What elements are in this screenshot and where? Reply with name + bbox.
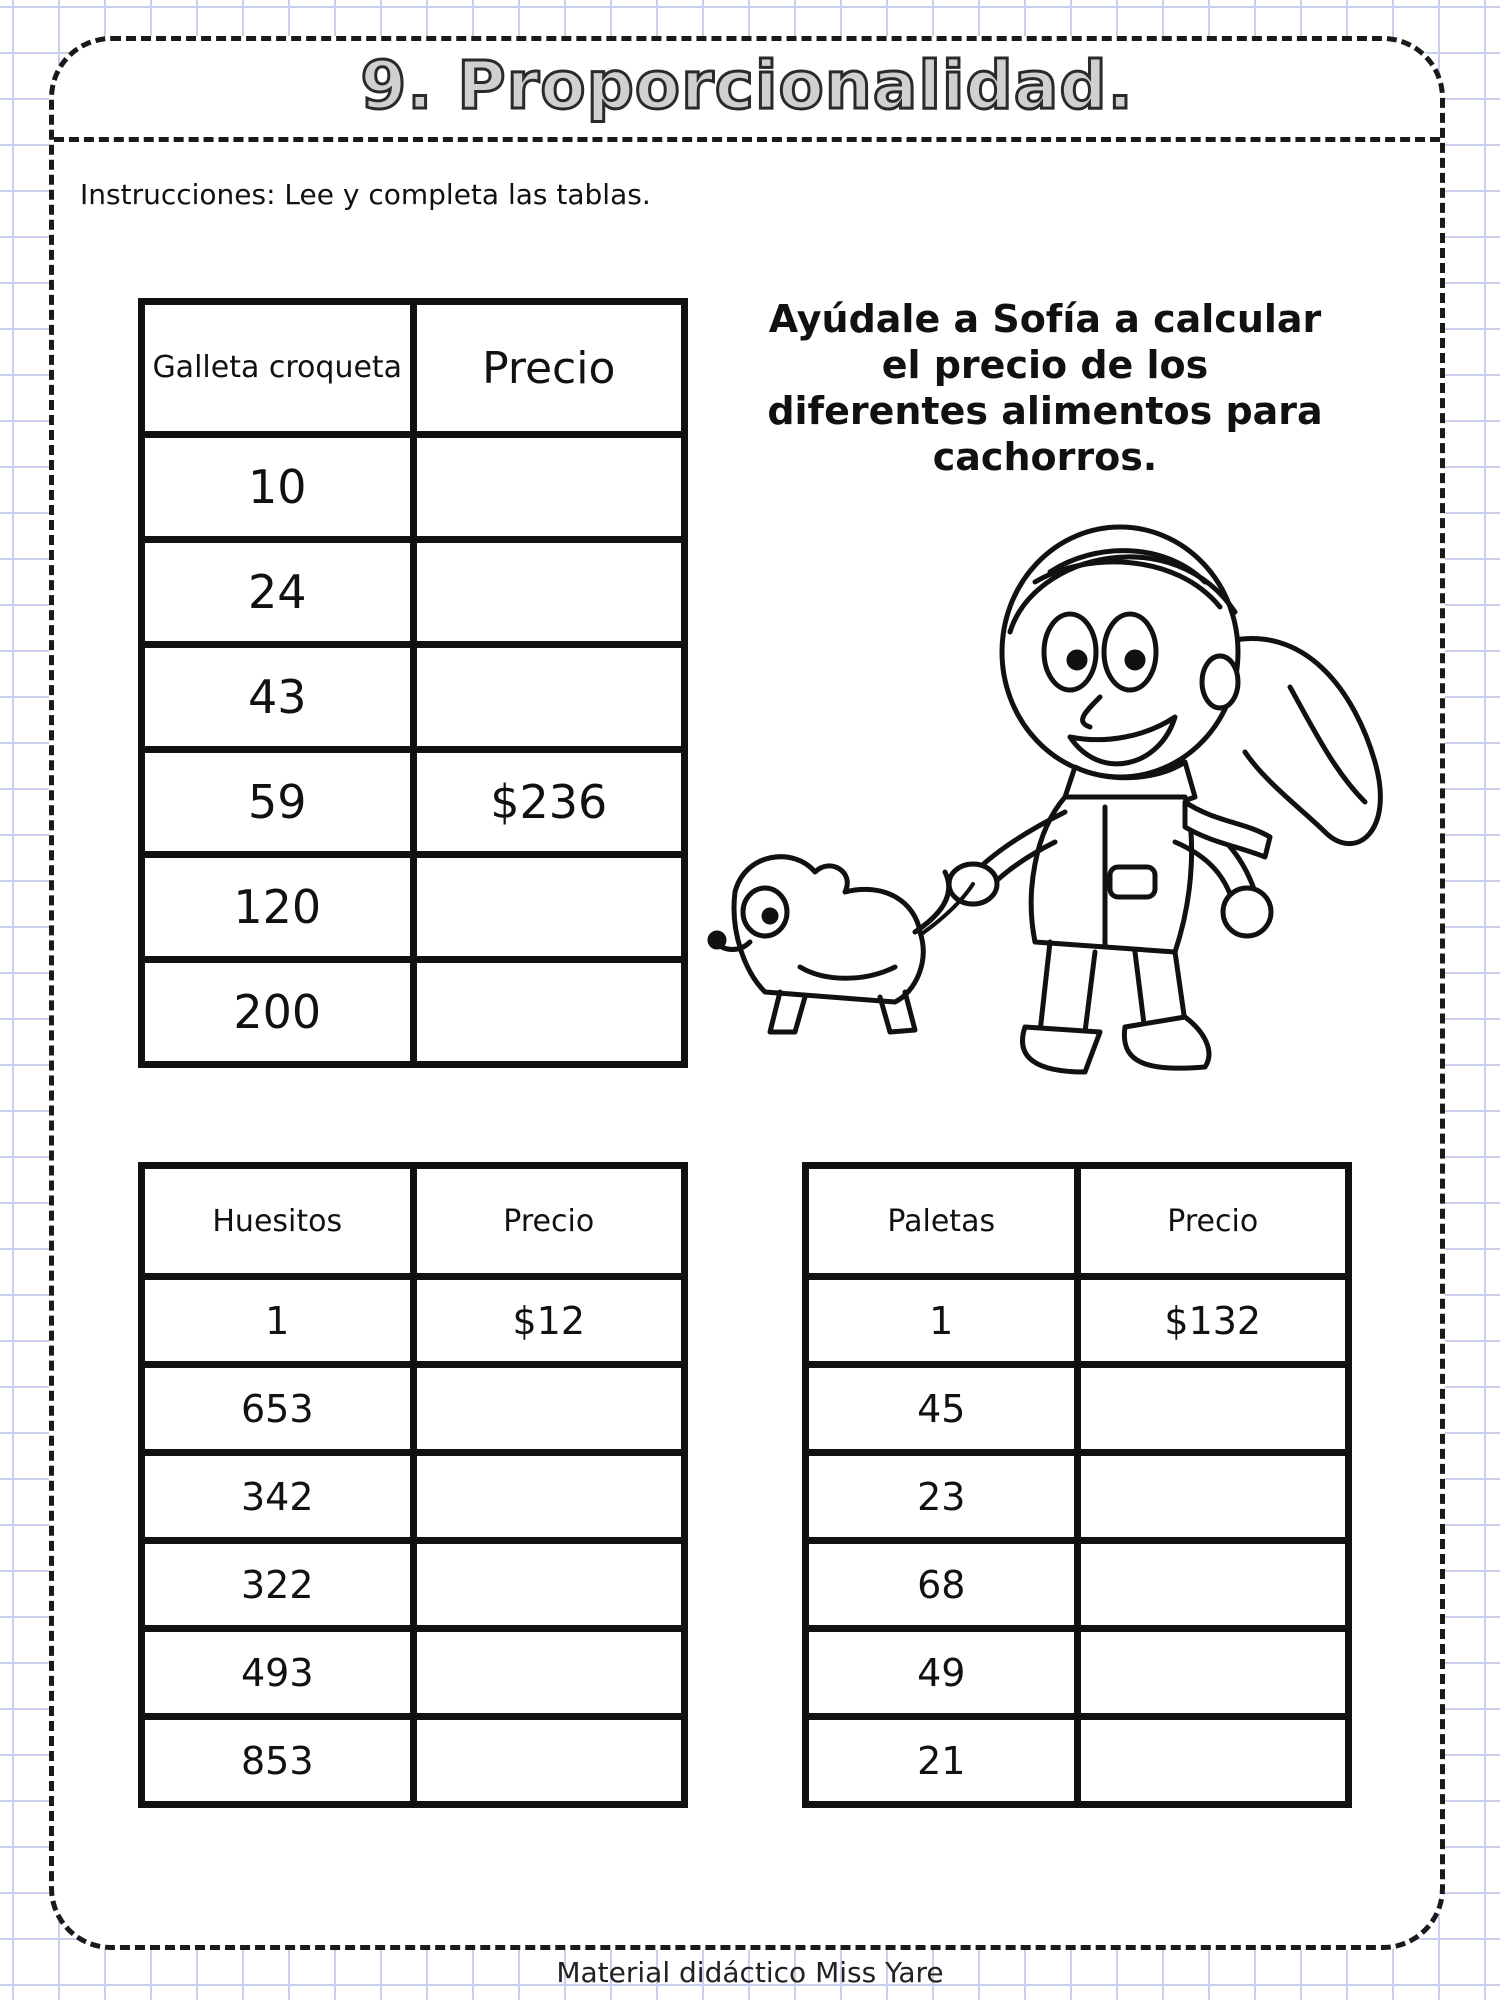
table-header-row — [806, 1166, 1349, 1277]
table-row — [142, 960, 685, 1065]
qty-cell: 68 — [806, 1541, 1078, 1629]
table-galleta-croqueta — [138, 298, 688, 1068]
table-header-row — [142, 1166, 685, 1277]
qty-cell: 653 — [142, 1365, 414, 1453]
price-cell[interactable] — [413, 645, 685, 750]
table-row — [806, 1629, 1349, 1717]
price-cell[interactable] — [413, 1365, 685, 1453]
girl-figure-icon — [949, 527, 1380, 1072]
table-row — [142, 1365, 685, 1453]
table-row — [142, 645, 685, 750]
price-cell[interactable] — [413, 1629, 685, 1717]
table-row — [142, 855, 685, 960]
header-price: Precio — [1077, 1166, 1349, 1277]
header-price: Precio — [413, 1166, 685, 1277]
price-cell[interactable] — [1077, 1453, 1349, 1541]
price-cell[interactable] — [413, 435, 685, 540]
table-paletas — [802, 1162, 1352, 1808]
qty-cell: 45 — [806, 1365, 1078, 1453]
table-header-row — [142, 302, 685, 435]
price-cell: $132 — [1077, 1277, 1349, 1365]
table-row — [142, 435, 685, 540]
qty-cell: 120 — [142, 855, 414, 960]
qty-cell: 23 — [806, 1453, 1078, 1541]
table-row — [142, 1277, 685, 1365]
page-title: 9. Proporcionalidad. — [360, 47, 1134, 124]
qty-cell: 49 — [806, 1629, 1078, 1717]
puppy-icon — [710, 857, 949, 1032]
price-cell[interactable] — [1077, 1629, 1349, 1717]
price-cell[interactable] — [413, 540, 685, 645]
qty-cell: 59 — [142, 750, 414, 855]
header-item: Galleta croqueta — [142, 302, 414, 435]
table-row — [806, 1277, 1349, 1365]
qty-cell: 342 — [142, 1453, 414, 1541]
qty-cell: 21 — [806, 1717, 1078, 1805]
qty-cell: 24 — [142, 540, 414, 645]
table-row — [142, 1629, 685, 1717]
table-row — [142, 750, 685, 855]
qty-cell: 43 — [142, 645, 414, 750]
qty-cell: 853 — [142, 1717, 414, 1805]
instructions-text: Instrucciones: Lee y completa las tablas. — [80, 178, 651, 211]
qty-cell: 322 — [142, 1541, 414, 1629]
price-cell: $12 — [413, 1277, 685, 1365]
price-cell[interactable] — [413, 1453, 685, 1541]
table-huesitos — [138, 1162, 688, 1808]
price-cell[interactable] — [413, 960, 685, 1065]
header-item: Paletas — [806, 1166, 1078, 1277]
table-row — [142, 540, 685, 645]
table-row — [142, 1453, 685, 1541]
table-row — [806, 1453, 1349, 1541]
title-divider — [54, 137, 1440, 142]
qty-cell: 1 — [806, 1277, 1078, 1365]
qty-cell: 10 — [142, 435, 414, 540]
table-row — [806, 1717, 1349, 1805]
header-price: Precio — [413, 302, 685, 435]
header-item: Huesitos — [142, 1166, 414, 1277]
table-row — [142, 1717, 685, 1805]
price-cell: $236 — [413, 750, 685, 855]
table-row — [806, 1365, 1349, 1453]
price-cell[interactable] — [413, 855, 685, 960]
price-cell[interactable] — [1077, 1365, 1349, 1453]
girl-walking-dog-illustration — [705, 512, 1425, 1152]
price-cell[interactable] — [1077, 1541, 1349, 1629]
price-cell[interactable] — [1077, 1717, 1349, 1805]
qty-cell: 493 — [142, 1629, 414, 1717]
qty-cell: 200 — [142, 960, 414, 1065]
table-row — [806, 1541, 1349, 1629]
table-row — [142, 1541, 685, 1629]
footer-credit: Material didáctico Miss Yare — [556, 1956, 944, 1989]
prompt-text: Ayúdale a Sofía a calcular el precio de los diferentes alimentos para cachorros. — [767, 297, 1323, 479]
price-cell[interactable] — [413, 1717, 685, 1805]
price-cell[interactable] — [413, 1541, 685, 1629]
qty-cell: 1 — [142, 1277, 414, 1365]
